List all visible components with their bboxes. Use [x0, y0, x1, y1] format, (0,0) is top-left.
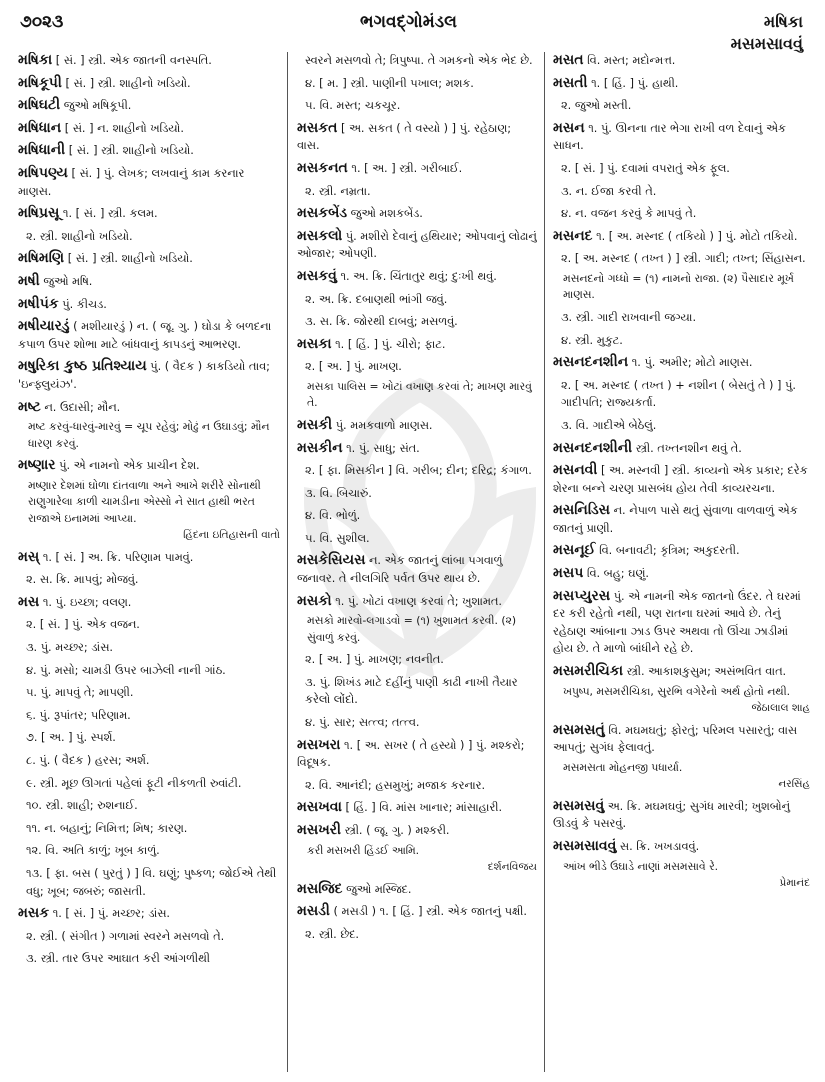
sense-line [553, 332, 810, 350]
definition: જુઓ મષિકૂપી. [63, 99, 132, 113]
definition: [ સં. ] સ્ત્રી. શાહીનો ખડિયો. [65, 76, 191, 90]
definition: સ. ક્રિ. ખખડાવવું. [619, 840, 700, 853]
dictionary-entry [553, 120, 810, 155]
definition: ૧. [ અ. મસ્નદ ( તકિયો ) ] પું. મોટો તકિયો. [596, 229, 798, 243]
definition: ૨. સ્ત્રી. ( સંગીત ) ગળામાં સ્વરને મસળવો તે. [26, 929, 225, 943]
sense-line [297, 291, 537, 309]
definition: ૩. સ. ક્રિ. જોરથી દાબવું; મસળવું. [305, 315, 458, 329]
sense-line [18, 228, 280, 246]
usage-text: મસનદનો ગધ્ધો = (૧) નામનો રાજા. (૨) પૈસાદાર મૂર્ખ માણસ. [563, 271, 794, 302]
definition: ૧. પું. ઇચ્છા; વલણ. [42, 595, 132, 609]
definition: જુઓ મશકબેંડ. [350, 207, 423, 221]
sense-line [553, 205, 810, 223]
usage-text: આંખ ભીડે ઉઘાડે નાણાં મસમસાવે રે. [563, 859, 719, 873]
dictionary-entry [18, 273, 280, 291]
sense-line [18, 662, 280, 680]
definition: ૧. [ હિં. ] પું. ચીરો; ફાટ. [335, 337, 446, 351]
definition: ૪. [ મ. ] સ્ત્રી. પાણીની પખાલ; મશક. [305, 76, 474, 90]
usage-text: મષ્ણાર દેશમાં ઘોળા દાંતવાળા અને આખે શરીરે સોનાથી રાણુગારેલા કાળી ચામડીના એસ્સો ને સાત હાથી ભરત રાજાએ ઇનામમાં આપ્યા. [28, 478, 261, 525]
headword: મસજિદ [297, 880, 343, 897]
dictionary-entry [297, 593, 537, 611]
sense-line [553, 309, 810, 327]
headword: મસખરી [297, 822, 341, 838]
definition: ૨. સ્ત્રી. છેદ. [305, 927, 359, 941]
definition: ૩. સ્ત્રી. તાર ઉપર આઘાત કરી આંગળીથી [26, 952, 211, 966]
headword: મસકવું [297, 267, 337, 284]
definition: પું. મશીરો દેવાનું હથિયાર; ઓપવાનું લોઢાનું ઓજાર; ઓપણી. [297, 229, 537, 261]
dictionary-entry [18, 399, 280, 417]
usage-example [28, 419, 280, 452]
sense-line [18, 571, 280, 589]
sense-line [553, 97, 810, 115]
usage-example [307, 613, 537, 646]
definition: ૧૨. વિ. અતિ કાળું; ખૂબ કાળું. [26, 844, 160, 858]
definition: ૨. [ સં. ] પું. એક વજન. [26, 618, 140, 632]
headword: મસકત [297, 119, 338, 136]
definition: ન. ઉદાસી; મૌન. [44, 400, 121, 414]
sense-line [297, 651, 537, 669]
headword: મસત [553, 52, 584, 68]
headword: મસતી [553, 74, 588, 91]
definition: વિ. બનાવટી; કૃત્રિમ; અકુદરતી. [599, 544, 740, 558]
sense-line [553, 160, 810, 178]
dictionary-entry [553, 75, 810, 93]
definition: ૨. જુઓ મસ્તી. [561, 99, 632, 113]
sense-line [18, 820, 280, 838]
definition: પું. મમકવાળો માણસ. [335, 418, 433, 432]
definition: પું. કીચડ. [62, 297, 107, 311]
headword: મસ્ [18, 548, 40, 565]
headword: મષીપંક [18, 295, 59, 312]
dictionary-entry [553, 588, 810, 658]
sense-line [18, 842, 280, 860]
page-header [0, 0, 825, 60]
sense-line [553, 250, 810, 268]
definition: [ અ. મસ્નવી ] સ્ત્રી. કાવ્યનો એક પ્રકાર; દરેક શેરના બન્ને ચરણ પ્રાસબંધ હોય તેવી કાવ્યરચના. [553, 464, 808, 495]
dictionary-column-1 [18, 52, 280, 1074]
sense-line [18, 684, 280, 702]
definition: ૪. વિ. ભોળું. [305, 509, 361, 523]
usage-example [307, 843, 537, 876]
citation: નરસિંહ [778, 778, 810, 791]
dictionary-entry [18, 549, 280, 567]
definition: ૨. [ ફા. મિસકીન ] વિ. ગરીબ; દીન; દરિદ્ર; કંગાળ. [305, 464, 532, 478]
dictionary-entry [18, 905, 280, 923]
dictionary-entry [553, 502, 810, 537]
definition: સ્ત્રી. આકાશકુસુમ; અસંભવિત વાત. [626, 665, 787, 679]
headword: મસક [18, 905, 50, 922]
dictionary-entry [18, 594, 280, 612]
headword: મસનદનશીની [553, 439, 633, 456]
definition: ૨. [ સં. ] પું. દવામાં વપરાતું એક ફૂલ. [561, 161, 730, 175]
definition: સ્ત્રી. ( જૂ. ગુ. ) મશ્કરી. [344, 824, 450, 837]
dictionary-entry [297, 737, 537, 772]
definition: ૧. [ હિં. ] પું. હાથી. [591, 76, 679, 90]
sense-line [553, 377, 810, 412]
definition: વિ. મસ્ત; મદોન્મત્ત. [587, 54, 676, 67]
usage-text: મષ્ટ કરવું-ધારવું-મારવું = ચૂપ રહેવું; મોઢું ન ઉઘાડવું; મૌન ધારણ કરવું. [28, 420, 270, 450]
dictionary-entry [297, 205, 537, 223]
usage-example [307, 379, 537, 412]
dictionary-entry [18, 205, 280, 223]
definition: ( મશીયારડું ) ન. ( જૂ. ગુ. ) ઘોડા કે બળદના કપાળ ઉપર શોભા માટે બાંધવાનું કાપડનું આભરણ. [18, 320, 272, 351]
dictionary-entry [18, 165, 280, 200]
definition: [ સં. ] સ્ત્રી. એક જાતની વનસ્પતિ. [55, 54, 212, 67]
headword: મસનદ [553, 227, 593, 244]
definition: ૨. સ. ક્રિ. માપવું; મોજવું. [26, 573, 139, 587]
dictionary-entry [553, 565, 810, 583]
headword: મસકીન [297, 439, 343, 456]
definition: ૩. સ્ત્રી. ગાદી રાખવાની જગ્યા. [561, 310, 697, 324]
sense-line [297, 926, 537, 944]
dictionary-column-2 [297, 52, 537, 1074]
sense-line [18, 928, 280, 946]
definition: ૨. અ. ક્રિ. દબાણથી ભાંગી જવું. [305, 292, 448, 306]
dictionary-entry [553, 228, 810, 246]
definition: ( મસડી ) ૧. [ હિં. ] સ્ત્રી. એક જાતનું પક્ષી. [333, 905, 527, 919]
citation: હિંદના ઇતિહાસની વાતો [183, 529, 280, 542]
dictionary-entry [553, 440, 810, 458]
dictionary-entry [18, 97, 280, 115]
definition: ૧. પું. સાધુ; સંત. [346, 441, 420, 455]
headword: મસ [18, 593, 40, 610]
sense-line [18, 729, 280, 747]
definition: ૧. [ સં. ] અ. ક્રિ. પરિણામ પામવું. [42, 550, 194, 564]
definition: ૧. [ સં. ] સ્ત્રી. કલમ. [62, 207, 158, 221]
dictionary-entry [553, 798, 810, 833]
definition: [ અ. સકત ( તે વસ્યો ) ] પું. રહેઠાણ; વાસ. [297, 121, 512, 153]
definition: ૧. અ. ક્રિ. ચિંતાતુર થવું; દુઃખી થવું. [340, 269, 497, 283]
citation: દર્શનવિજય [487, 861, 537, 874]
headword: મસમસાવવું [553, 838, 617, 854]
citation: જેઠાલાલ શાહ [751, 702, 810, 715]
dictionary-entry [297, 552, 537, 587]
dictionary-entry [18, 120, 280, 138]
headword: મષિકા [18, 52, 53, 68]
dictionary-entry [553, 663, 810, 681]
dictionary-entry [18, 52, 280, 70]
definition: ૩. વિ. બિચારું. [305, 486, 372, 500]
usage-text: કરી મસખરી હિંડઈ આમિ. [307, 843, 420, 857]
headword: મસકા [297, 335, 332, 352]
definition: ૨. વિ. આનંદી; હસમુખું; મજાક કરનાર. [305, 778, 486, 792]
definition: વિ. બહુ; ઘણું. [586, 567, 649, 581]
sense-line [297, 530, 537, 548]
headword: મસમરીચિકા [553, 663, 624, 680]
definition: ૪. પું. મસો; ચામડી ઉપર બાઝેલી નાની ગાંઠ. [26, 663, 226, 677]
headword: મષ્ણાર [18, 457, 56, 474]
headword: મસપ્યુરસ [553, 587, 611, 604]
definition: ૧૦. સ્ત્રી. શાહી; રુશનાઈ. [26, 799, 138, 813]
dictionary-entry [553, 542, 810, 560]
headword: મસકી [297, 416, 333, 433]
sense-line [297, 485, 537, 503]
headword: મષિપણ્ય [18, 164, 68, 181]
sense-line [297, 777, 537, 795]
definition: ૩. પું. મચ્છર; ડાંસ. [26, 641, 113, 655]
definition: ન. નેપાળ પાસે થતું સુંવાળા વાળવાળું એક જાતનું પ્રાણી. [553, 504, 798, 535]
definition: અ. ક્રિ. મઘમઘવું; સુગંધ મારવી; ખુશબોનું ઊડવું કે પસરવું. [553, 799, 791, 831]
page-title: ભગવદ્ગોમંડલ [360, 12, 457, 32]
dictionary-entry [553, 462, 810, 497]
sense-line [297, 507, 537, 525]
definition: જુઓ મષિ. [43, 274, 93, 288]
definition: [ સં. ] સ્ત્રી. શાહીનો ખડિયો. [67, 252, 193, 266]
definition: ૨. [ અ. ] પું. માખણ; નવનીત. [305, 653, 444, 667]
headword: મસકનત [297, 159, 348, 176]
dictionary-entry [18, 318, 280, 353]
headword: મષિકૂપી [18, 74, 62, 91]
definition: પું. ( વૈદક ) કાકડિયો તાવ; 'ઇન્ફ્લુયંઝ'. [18, 360, 270, 391]
usage-example [28, 478, 280, 544]
dictionary-entry [18, 142, 280, 160]
definition: [ હિં. ] વિ. માંસ ખાનાર; માંસાહારી. [345, 801, 503, 815]
dictionary-entry [18, 457, 280, 475]
dictionary-entry [18, 75, 280, 93]
usage-text: મસકા પાલિસ = ખોટાં વખાણ કરવાં તે; માખણ મારવું તે. [307, 379, 532, 410]
definition: [ સં. ] ન. શાહીનો ખડિયો. [64, 121, 184, 135]
definition: ૮. પું. ( વૈદક ) હરસ; અર્શ. [26, 754, 150, 768]
page-number: ૭૦૨૩ [20, 12, 64, 32]
definition: ૧. પું. ઊનના તાર ભેગા રાખી વળ દેવાનું એક સાધન. [553, 121, 786, 153]
column-divider [544, 52, 545, 1072]
dictionary-entry [297, 881, 537, 899]
usage-text: ખપુષ્પ, મસમરીચિકા, સુરભિ વગેરેનો અર્થ હોતો નથી. [563, 684, 791, 698]
headword: મષિપ્રસૂ [18, 205, 60, 222]
headword: મષિધાની [18, 142, 66, 159]
sense-line [18, 950, 280, 968]
headword: મષી [18, 272, 40, 289]
sense-line [18, 639, 280, 657]
definition: ૫. વિ. મસ્ત; ચકચૂર. [305, 99, 401, 113]
usage-example [563, 859, 810, 892]
definition: ૫. પું. માપવું તે; માપણી. [26, 686, 134, 700]
definition: ૨. [ અ. મસ્નદ ( તખ્ત ) ] સ્ત્રી. ગાદી; તખ્ત; સિંહાસન. [561, 252, 806, 266]
definition: સ્વરને મસળવો તે; ત્રિપુષ્પા. તે ગમકનો એક ભેદ છે. [305, 54, 533, 67]
definition: ૩. વિ. ગાદીએ બેઠેલું. [561, 418, 657, 432]
sense-line [297, 674, 537, 709]
definition: ૬. પું. રૂપાંતર; પરિણામ. [26, 708, 131, 722]
definition: ૨. સ્ત્રી. નમ્રતા. [305, 184, 371, 198]
dictionary-entry [297, 228, 537, 263]
headword: મસકબેંડ [297, 205, 348, 222]
headword: મષુરિકા કુષ્ઠ પ્રતિશ્યાય [18, 358, 147, 375]
dictionary-column-3 [553, 52, 810, 1074]
definition: [ સં. ] સ્ત્રી. શાહીનો ખડિયો. [68, 144, 194, 158]
dictionary-entry [553, 354, 810, 372]
headword: મસપ [553, 565, 584, 582]
definition: ૩. પું. શિખંડ માટે દહીંનું પાણી કાઢી નાખી તૈયાર કરેલો લોંદો. [305, 675, 518, 707]
sense-line [18, 616, 280, 634]
headword: મસકલો [297, 227, 343, 244]
definition: ૧. પું. ખોટાં વખાણ કરવાં તે; ખુશામત. [335, 594, 502, 608]
headword: મસનૂઈ [553, 542, 596, 559]
sense-line [18, 752, 280, 770]
definition: ૧૩. [ ફા. બસ ( પુરતું ) ] વિ. ઘણું; પુષ્કળ; જોઈએ તેથી વધુ; ખૂબ; જબરું; જાસતી. [26, 867, 277, 898]
usage-example [563, 271, 810, 304]
definition: પું. એ નામની એક જાતનો ઉંદર. તે ઘરમાં દર કરી રહેતો નથી, પણ રાતના ઘરમાં આવે છે. તેનું રહેઠાણ આંબાના ઝાડ ઉપર અથવા તો ઊંચા ઝાડીમાં હોય છે. તે માળો બાંધીને રહે છે. [553, 589, 801, 656]
sense-line [18, 865, 280, 900]
usage-text: મસમસતા મોહનજી પધાર્યા. [563, 760, 683, 774]
sense-line [297, 97, 537, 115]
definition: ૭. [ અ. ] પું. સ્પર્શ. [26, 731, 116, 745]
sense-line [553, 417, 810, 435]
sense-line [297, 714, 537, 732]
sense-line [553, 183, 810, 201]
headword: મસમસવું [553, 797, 605, 814]
definition: ૩. ન. ઈજા કરવી તે. [561, 184, 657, 198]
definition: પું. એ નામનો એક પ્રાચીન દેશ. [59, 459, 200, 473]
headword: મષિમણિ [18, 250, 65, 267]
dictionary-entry [553, 838, 810, 856]
sense-line [297, 75, 537, 93]
headword: મસકો [297, 592, 332, 609]
dictionary-entry [18, 250, 280, 268]
sense-line [18, 797, 280, 815]
headword: મષિઘટી [18, 97, 61, 114]
headword: મષ્ટ [18, 398, 41, 415]
guide-word-last: મસમસાવવું [730, 34, 803, 53]
definition: ૨. [ અ. ] પું. માખણ. [305, 360, 402, 374]
definition: [ સં. ] પું. લેખક; લખવાનું કામ કરનાર માણસ. [18, 166, 245, 198]
guide-word-first: મષિકા [763, 12, 803, 31]
dictionary-entry [553, 52, 810, 70]
dictionary-entry [553, 722, 810, 757]
definition: ૪. ન. વજન કરવું કે માપવું તે. [561, 207, 697, 221]
definition: ૧. [ અ. ] સ્ત્રી. ગરીબાઈ. [351, 161, 463, 175]
definition: ૧. [ સં. ] પું. મચ્છર; ડાંસ. [52, 907, 170, 921]
dictionary-entry [297, 822, 537, 840]
definition: ૯. સ્ત્રી. મૂછ ઊગતાં પહેલાં ફૂટી નીકળતી રુવાંટી. [26, 776, 242, 790]
headword: મષિધાન [18, 119, 62, 136]
usage-text: મસકો મારવો-લગાડવો = (૧) ખુશામત કરવી. (૨) સુંવાળું કરવું. [307, 614, 517, 644]
sense-line [297, 358, 537, 376]
sense-line [18, 775, 280, 793]
headword: મસડી [297, 903, 330, 920]
definition: ૨. સ્ત્રી. શાહીનો ખડિયો. [26, 229, 133, 243]
dictionary-entry [297, 440, 537, 458]
dictionary-entry [18, 296, 280, 314]
headword: મષીયારડું [18, 318, 70, 335]
dictionary-entry [18, 358, 280, 393]
sense-line [18, 707, 280, 725]
definition: ૪. સ્ત્રી. મુકુટ. [561, 333, 623, 347]
definition: જુઓ મસ્જિદ. [346, 882, 412, 896]
sense-line [297, 52, 537, 70]
dictionary-entry [297, 336, 537, 354]
definition: ૪. પું. સાર; સત્ત્વ; તત્ત્વ. [305, 716, 420, 730]
definition: વિ. મઘમઘતું; ફોરતું; પરિમલ પસારતું; વાસ આપતું; સુગંધ ફેલાવતું. [553, 723, 798, 755]
citation: પ્રેમાનંદ [779, 877, 810, 890]
headword: મસનિડિસ [553, 502, 611, 519]
sense-line [297, 313, 537, 331]
dictionary-entry [297, 160, 537, 178]
headword: મસન [553, 119, 585, 136]
headword: મસખરા [297, 736, 341, 753]
dictionary-entry [297, 799, 537, 817]
dictionary-entry [297, 417, 537, 435]
headword: મસમસતું [553, 721, 605, 738]
usage-example [563, 684, 810, 717]
definition: ૧. [ અ. સખર ( તે હસ્યો ) ] પું. મશ્કરો; વિદૂષક. [297, 738, 525, 770]
headword: મસનવી [553, 462, 598, 479]
dictionary-entry [297, 120, 537, 155]
definition: ૫. વિ. સુશીલ. [305, 531, 370, 545]
definition: ૧૧. ન. બહાનું; નિમિત્ત; મિષ; કારણ. [26, 821, 188, 835]
headword: મસનદનશીન [553, 354, 629, 371]
definition: ન. એક જાતનું લાંબા પગવાળું જનાવર. તે નીલગિરિ પર્વત ઉપર થાય છે. [297, 554, 503, 586]
sense-line [297, 462, 537, 480]
definition: ૨. [ અ. મસ્નદ ( તખ્ત ) + નશીન ( બેસતું તે ) ] પું. ગાદીપતિ; રાજ્યકર્તા. [561, 378, 796, 410]
definition: ૧. પું. અમીર; મોટો માણસ. [631, 356, 753, 370]
headword: મસખવા [297, 799, 342, 816]
definition: સ્ત્રી. તખ્તનશીન થવું તે. [635, 441, 742, 455]
dictionary-entry [297, 903, 537, 921]
dictionary-entry [297, 268, 537, 286]
column-divider [287, 52, 288, 1072]
sense-line [297, 183, 537, 201]
headword: મસકેસિયસ [297, 552, 366, 569]
usage-example [563, 760, 810, 793]
